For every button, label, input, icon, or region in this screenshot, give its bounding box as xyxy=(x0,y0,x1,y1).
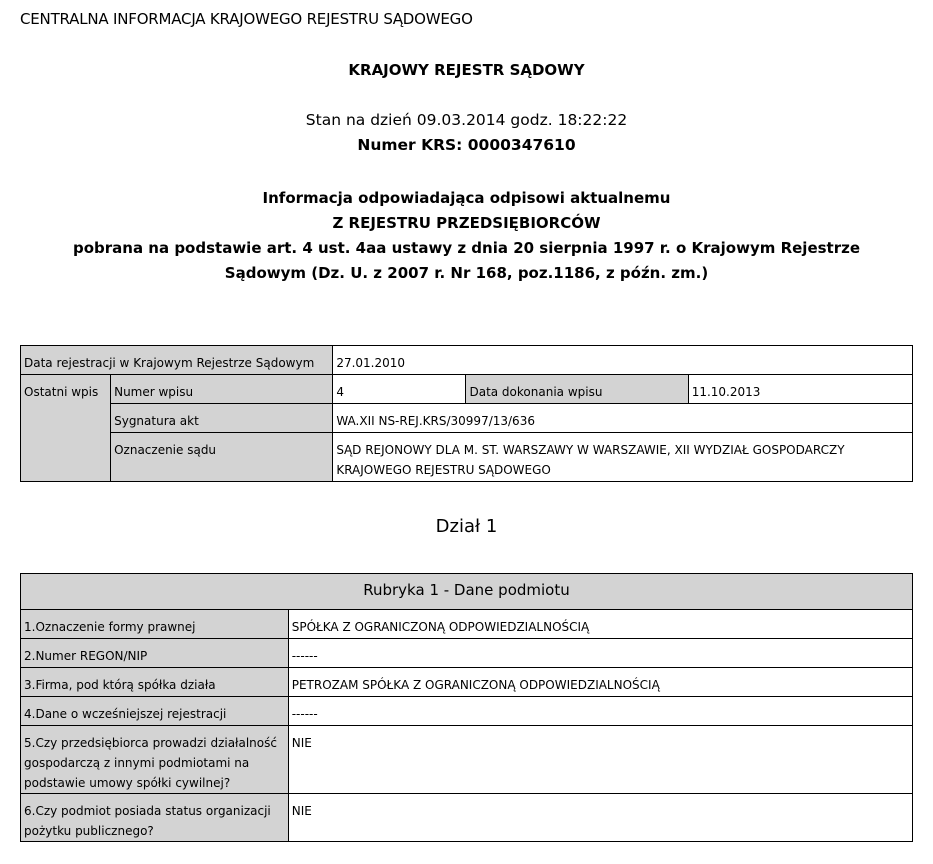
table-row xyxy=(21,794,913,842)
registration-date-value: 27.01.2010 xyxy=(333,346,913,375)
info-line-4: Sądowym (Dz. U. z 2007 r. Nr 168, poz.1186, z późn. zm.) xyxy=(224,264,709,282)
table-row xyxy=(21,610,913,639)
entry-date-label: Data dokonania wpisu xyxy=(466,375,688,404)
row-label-line: 6.Czy podmiot posiada status organizacji xyxy=(24,804,271,818)
row-label-line: pożytku publicznego? xyxy=(24,824,154,838)
last-entry-label: Ostatni wpis xyxy=(21,375,111,482)
info-line-1: Informacja odpowiadająca odpisowi aktualnemu xyxy=(262,189,671,207)
row-value: ------ xyxy=(288,697,912,726)
court-value-line-2: KRAJOWEGO REJESTRU SĄDOWEGO xyxy=(336,463,551,477)
table-row xyxy=(21,726,913,794)
row-value: ------ xyxy=(288,639,912,668)
row-label xyxy=(21,726,289,794)
row-value: NIE xyxy=(288,726,912,794)
signature-value: WA.XII NS-REJ.KRS/30997/13/636 xyxy=(333,404,913,433)
entry-number-label: Numer wpisu xyxy=(111,375,333,404)
table-row xyxy=(21,697,913,726)
row-label-line: gospodarczą z innymi podmiotami na xyxy=(24,756,250,770)
registration-date-label: Data rejestracji w Krajowym Rejestrze Sądowym xyxy=(21,346,333,375)
row-label-line: 5.Czy przedsiębiorca prowadzi działalność xyxy=(24,736,277,750)
row-label: 1.Oznaczenie formy prawnej xyxy=(21,610,289,639)
krs-number: Numer KRS: 0000347610 xyxy=(357,136,576,154)
table-row xyxy=(21,639,913,668)
info-block xyxy=(0,186,933,286)
entry-date-value: 11.10.2013 xyxy=(688,375,912,404)
register-title: KRAJOWY REJESTR SĄDOWY xyxy=(348,61,585,79)
row-label: 4.Dane o wcześniejszej rejestracji xyxy=(21,697,289,726)
document-header: CENTRALNA INFORMACJA KRAJOWEGO REJESTRU SĄDOWEGO xyxy=(20,10,473,28)
rubryka-title: Rubryka 1 - Dane podmiotu xyxy=(21,574,913,610)
row-label: 2.Numer REGON/NIP xyxy=(21,639,289,668)
table-row xyxy=(21,668,913,697)
entry-number-value: 4 xyxy=(333,375,466,404)
row-label xyxy=(21,794,289,842)
signature-label: Sygnatura akt xyxy=(111,404,333,433)
row-value: NIE xyxy=(288,794,912,842)
court-value-line-1: SĄD REJONOWY DLA M. ST. WARSZAWY W WARSZAWIE, XII WYDZIAŁ GOSPODARCZY xyxy=(336,443,845,457)
row-value: SPÓŁKA Z OGRANICZONĄ ODPOWIEDZIALNOŚCIĄ xyxy=(288,610,912,639)
info-line-2: Z REJESTRU PRZEDSIĘBIORCÓW xyxy=(332,214,601,232)
rubryka-table xyxy=(20,573,913,842)
court-value xyxy=(333,433,913,482)
status-date: Stan na dzień 09.03.2014 godz. 18:22:22 xyxy=(305,111,628,129)
court-label: Oznaczenie sądu xyxy=(111,433,333,482)
section-title: Dział 1 xyxy=(435,516,498,537)
registration-table xyxy=(20,345,913,482)
row-value: PETROZAM SPÓŁKA Z OGRANICZONĄ ODPOWIEDZIALNOŚCIĄ xyxy=(288,668,912,697)
row-label-line: podstawie umowy spółki cywilnej? xyxy=(24,776,231,790)
row-label: 3.Firma, pod którą spółka działa xyxy=(21,668,289,697)
info-line-3: pobrana na podstawie art. 4 ust. 4aa ustawy z dnia 20 sierpnia 1997 r. o Krajowym Rejestrze xyxy=(72,239,861,257)
